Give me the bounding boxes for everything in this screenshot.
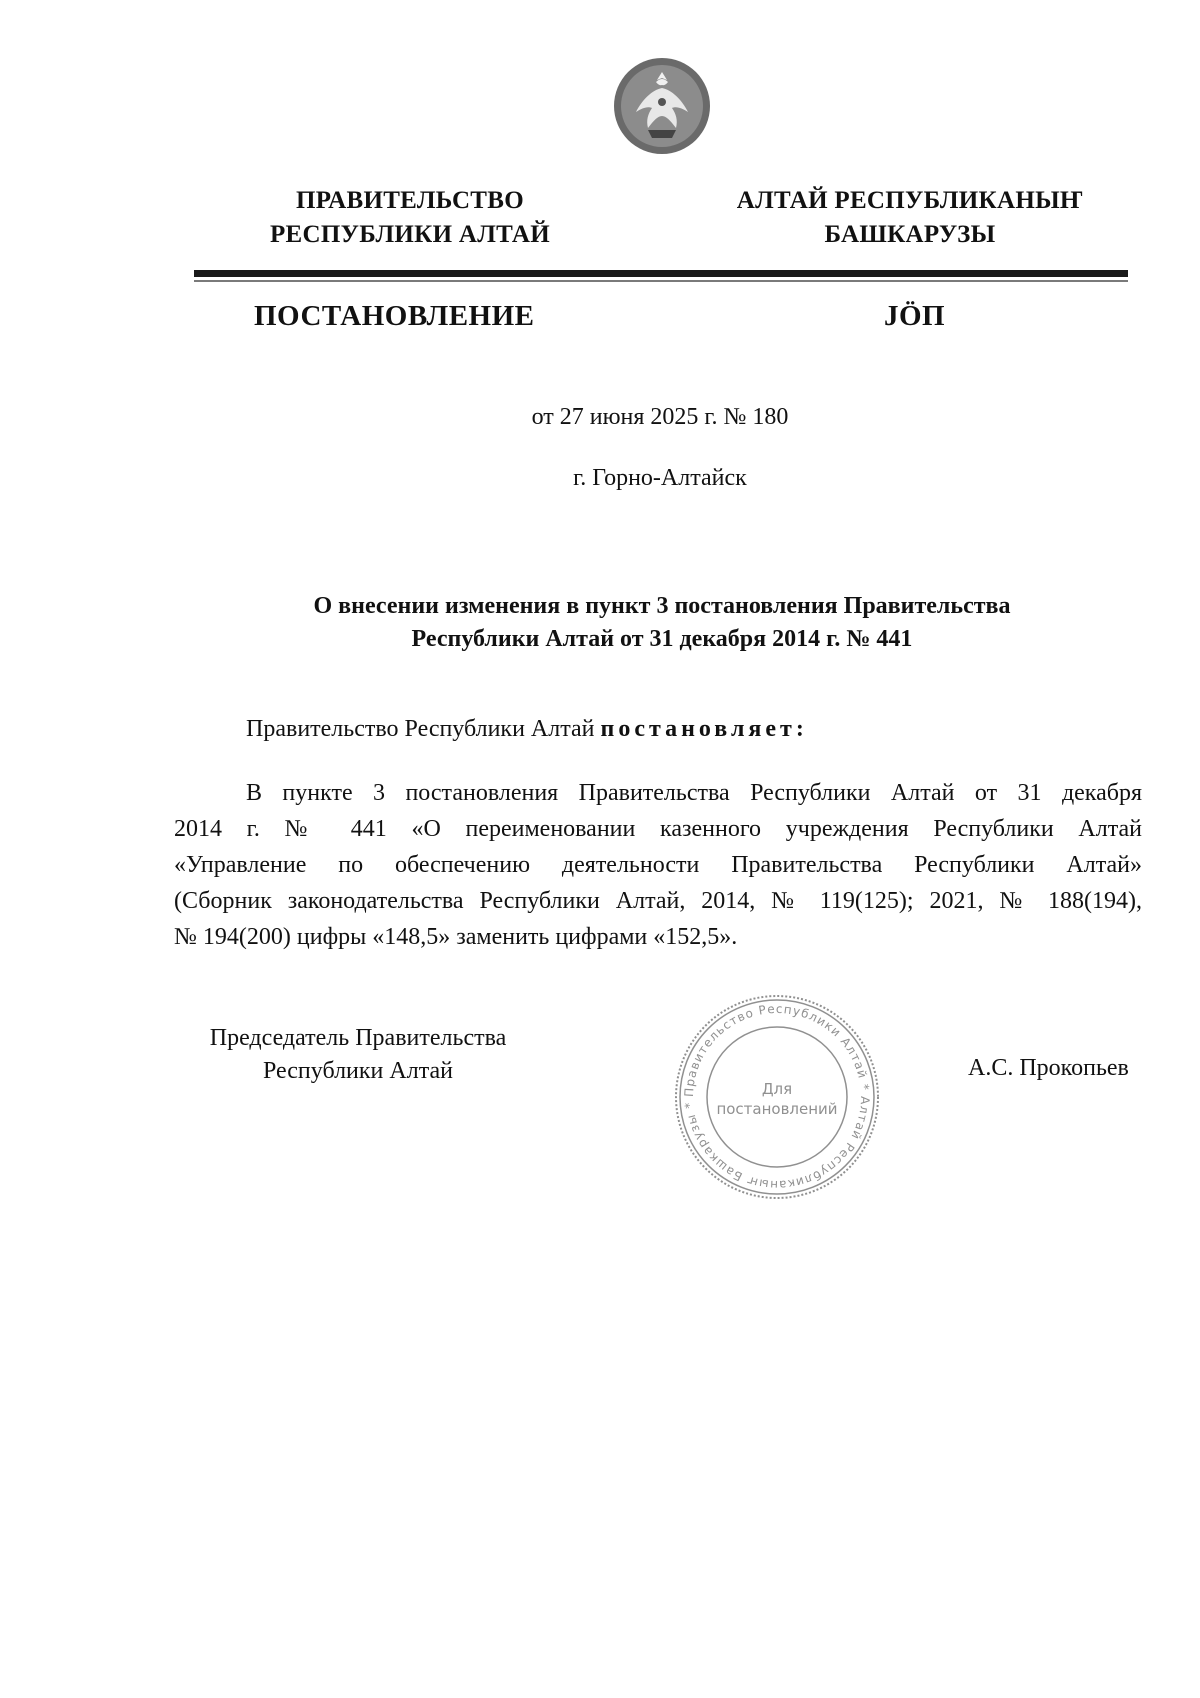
- signatory-name: А.С. Прокопьев: [968, 1055, 1129, 1081]
- official-stamp-seal: [672, 992, 882, 1202]
- document-date-number: от 27 июня 2025 г. № 180: [531, 404, 789, 430]
- header-divider-thin: [194, 280, 1128, 282]
- signatory-position: [190, 1022, 526, 1088]
- document-title: [200, 590, 1124, 656]
- doctype-altai: JӦП: [884, 300, 946, 332]
- header-left: [210, 184, 610, 252]
- preamble-emphasis: постановляет:: [600, 716, 808, 742]
- header-right-line2: БАШКАРУЗЫ: [824, 221, 996, 248]
- header-right: [700, 184, 1120, 252]
- header-divider-thick: [194, 270, 1128, 277]
- preamble: [246, 716, 808, 743]
- coat-of-arms-emblem-icon: [612, 56, 712, 156]
- body-line-2: 2014 г. № 441 «О переименовании казенного учреждения Республики Алтай: [174, 816, 1142, 842]
- document-body: [174, 775, 1142, 955]
- body-line-1: В пункте 3 постановления Правительства Республики Алтай от 31 декабря: [246, 780, 1142, 806]
- doctype-russian: ПОСТАНОВЛЕНИЕ: [254, 300, 535, 332]
- body-line-4: (Сборник законодательства Республики Алтай, 2014, № 119(125); 2021, № 188(194),: [174, 888, 1142, 914]
- header-left-line2: РЕСПУБЛИКИ АЛТАЙ: [269, 221, 550, 248]
- header-left-line1: ПРАВИТЕЛЬСТВО: [296, 187, 524, 214]
- preamble-text: Правительство Республики Алтай: [246, 716, 601, 742]
- signatory-position-line1: Председатель Правительства: [209, 1025, 507, 1051]
- document-city: г. Горно-Алтайск: [573, 465, 747, 491]
- header-right-line1: АЛТАЙ РЕСПУБЛИКАНЫҤ: [736, 187, 1084, 214]
- stamp-center-line1: Для: [761, 1080, 793, 1098]
- body-line-3: «Управление по обеспечению деятельности Правительства Республики Алтай»: [174, 852, 1142, 878]
- title-line2: Республики Алтай от 31 декабря 2014 г. № 441: [411, 626, 913, 652]
- stamp-ring-text: Правительство Республики Алтай * Алтай Республиканыҥ Башкарузы *: [681, 1001, 873, 1193]
- stamp-center-line2: постановлений: [716, 1100, 838, 1118]
- title-line1: О внесении изменения в пункт 3 постановления Правительства: [313, 593, 1011, 619]
- body-line-5: № 194(200) цифры «148,5» заменить цифрами «152,5».: [174, 924, 738, 950]
- signatory-position-line2: Республики Алтай: [263, 1058, 453, 1084]
